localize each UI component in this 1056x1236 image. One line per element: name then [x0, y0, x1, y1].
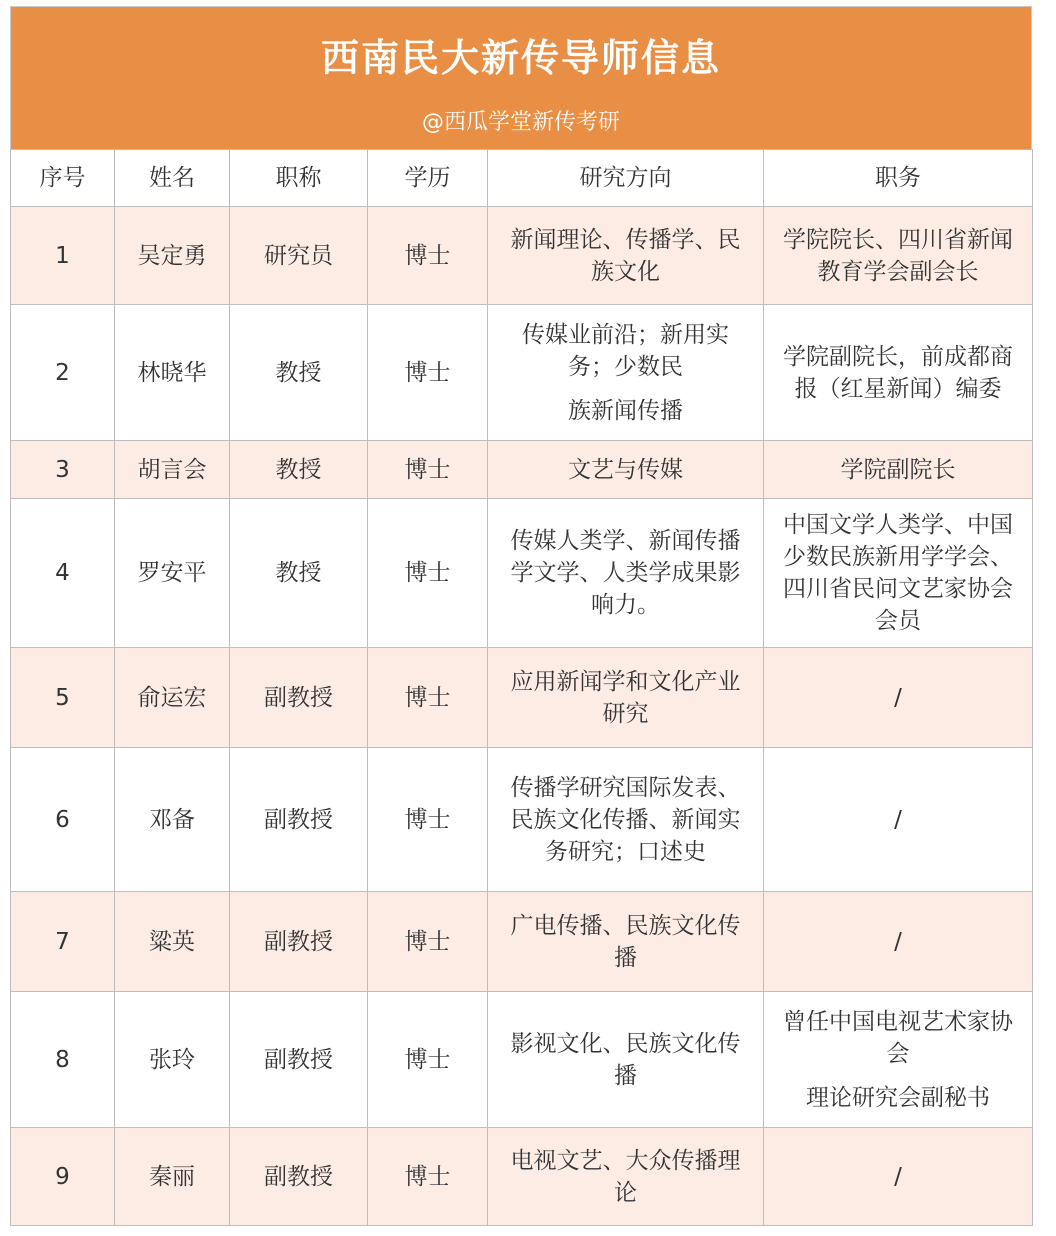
cell-position	[764, 207, 1033, 305]
research-text: 电视文艺、大众传播理论	[510, 1147, 741, 1206]
column-header-research: 研究方向	[488, 150, 764, 207]
cell-research	[488, 441, 764, 499]
cell-position	[764, 441, 1033, 499]
cell-name: 林晓华	[115, 305, 230, 441]
cell-degree: 博士	[368, 892, 488, 992]
cell-no: 9	[11, 1128, 115, 1226]
position-text: 学院院长、四川省新闻教育学会副会长	[783, 226, 1013, 285]
research-text: 传播学研究国际发表、民族文化传播、新闻实务研究；口述史	[510, 774, 741, 865]
cell-title: 副教授	[230, 748, 368, 892]
cell-degree: 博士	[368, 441, 488, 499]
research-text: 影视文化、民族文化传播	[510, 1030, 741, 1089]
cell-no: 5	[11, 648, 115, 748]
cell-name: 吴定勇	[115, 207, 230, 305]
cell-research	[488, 305, 764, 441]
cell-research	[488, 1128, 764, 1226]
position-text: 曾任中国电视艺术家协会	[783, 1008, 1013, 1067]
header-banner	[10, 6, 1032, 149]
cell-title: 教授	[230, 499, 368, 648]
position-text: /	[894, 806, 902, 833]
cell-no: 2	[11, 305, 115, 441]
cell-name: 秦丽	[115, 1128, 230, 1226]
cell-no: 1	[11, 207, 115, 305]
cell-degree: 博士	[368, 992, 488, 1128]
cell-research	[488, 648, 764, 748]
cell-title: 副教授	[230, 992, 368, 1128]
table-row	[11, 648, 1033, 748]
cell-name: 粱英	[115, 892, 230, 992]
cell-research	[488, 748, 764, 892]
research-text: 应用新闻学和文化产业研究	[510, 668, 741, 727]
cell-position	[764, 748, 1033, 892]
cell-no: 6	[11, 748, 115, 892]
table-row	[11, 207, 1033, 305]
cell-position	[764, 499, 1033, 648]
cell-name: 罗安平	[115, 499, 230, 648]
cell-research	[488, 499, 764, 648]
cell-title: 研究员	[230, 207, 368, 305]
cell-no: 4	[11, 499, 115, 648]
cell-position	[764, 992, 1033, 1128]
column-header-no: 序号	[11, 150, 115, 207]
cell-position	[764, 305, 1033, 441]
table-row	[11, 499, 1033, 648]
table-row	[11, 992, 1033, 1128]
cell-degree: 博士	[368, 499, 488, 648]
research-text: 广电传播、民族文化传播	[510, 912, 741, 971]
cell-no: 7	[11, 892, 115, 992]
research-text: 族新闻传播	[568, 397, 683, 424]
cell-name: 邓备	[115, 748, 230, 892]
cell-title: 副教授	[230, 892, 368, 992]
document	[10, 6, 1032, 1226]
position-text: /	[894, 1163, 902, 1190]
cell-name: 俞运宏	[115, 648, 230, 748]
page-title: 西南民大新传导师信息	[320, 36, 721, 80]
column-header-name: 姓名	[115, 150, 230, 207]
cell-position	[764, 648, 1033, 748]
table-row	[11, 441, 1033, 499]
table-row	[11, 1128, 1033, 1226]
cell-title: 副教授	[230, 1128, 368, 1226]
cell-degree: 博士	[368, 648, 488, 748]
cell-position	[764, 1128, 1033, 1226]
table-row	[11, 305, 1033, 441]
research-text: 文艺与传媒	[568, 456, 683, 483]
cell-research	[488, 207, 764, 305]
research-text: 传媒业前沿；新用实务；少数民	[522, 321, 729, 380]
table-row	[11, 892, 1033, 992]
column-header-position: 职务	[764, 150, 1033, 207]
position-text: 学院副院长，前成都商报（红星新闻）编委	[783, 343, 1013, 402]
position-text: 学院副院长	[840, 456, 956, 483]
cell-title: 教授	[230, 305, 368, 441]
position-text: 中国文学人类学、中国少数民族新用学学会、四川省民问文艺家协会会员	[783, 512, 1013, 634]
cell-name: 张玲	[115, 992, 230, 1128]
cell-name: 胡言会	[115, 441, 230, 499]
cell-degree: 博士	[368, 748, 488, 892]
advisor-table	[10, 149, 1033, 1226]
cell-position	[764, 892, 1033, 992]
cell-research	[488, 992, 764, 1128]
cell-degree: 博士	[368, 305, 488, 441]
position-text: /	[894, 928, 902, 955]
research-text: 新闻理论、传播学、民族文化	[510, 226, 741, 285]
cell-degree: 博士	[368, 207, 488, 305]
cell-no: 3	[11, 441, 115, 499]
column-header-degree: 学历	[368, 150, 488, 207]
table-header-row	[11, 150, 1033, 207]
research-text: 传媒人类学、新闻传播学文学、人类学成果影响力。	[510, 528, 741, 618]
cell-title: 副教授	[230, 648, 368, 748]
page-subtitle: @西瓜学堂新传考研	[421, 110, 620, 135]
cell-no: 8	[11, 992, 115, 1128]
column-header-title: 职称	[230, 150, 368, 207]
position-text: /	[894, 684, 902, 711]
position-text: 理论研究会副秘书	[806, 1084, 990, 1111]
cell-research	[488, 892, 764, 992]
cell-degree: 博士	[368, 1128, 488, 1226]
cell-title: 教授	[230, 441, 368, 499]
table-row	[11, 748, 1033, 892]
